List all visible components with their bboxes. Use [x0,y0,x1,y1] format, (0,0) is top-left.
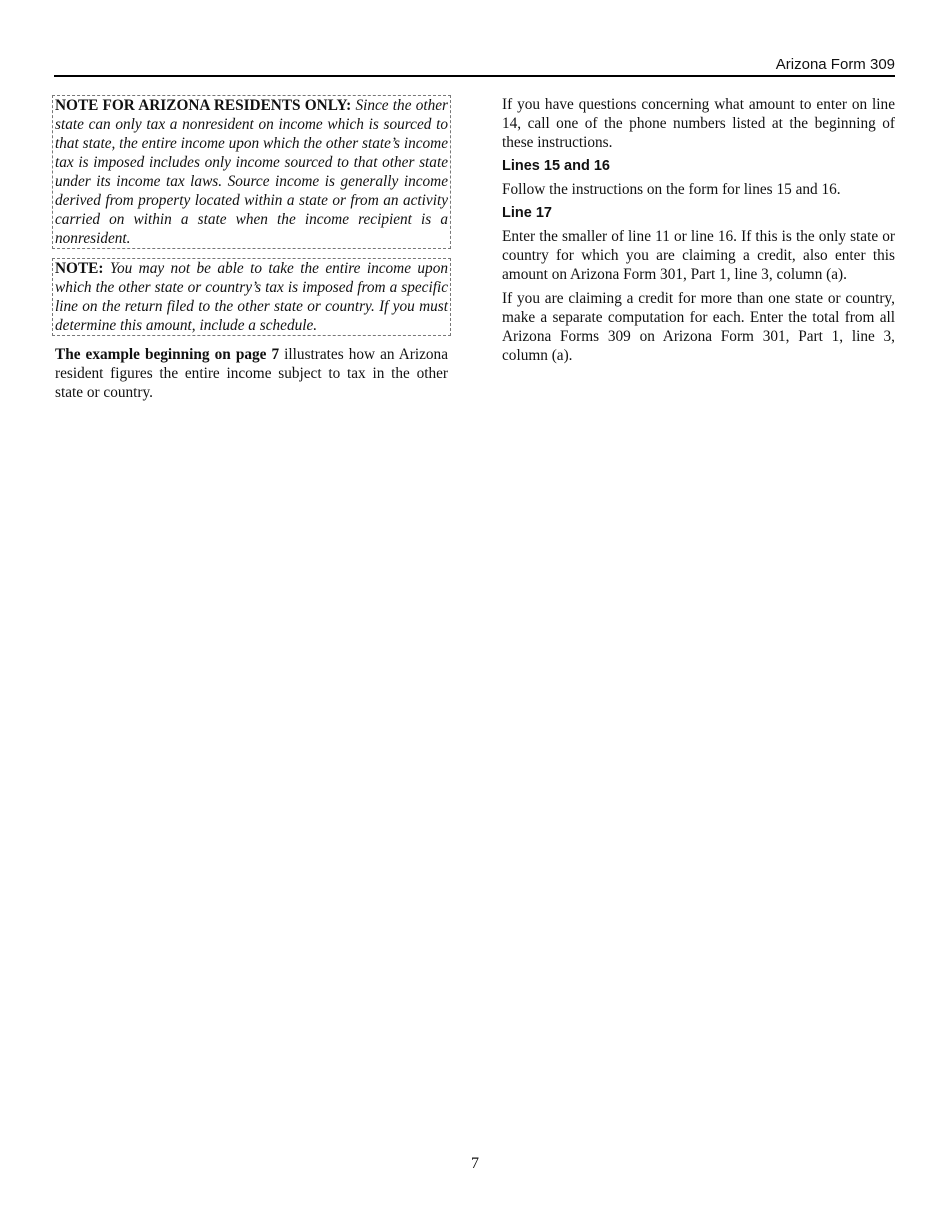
right-column [502,95,895,370]
note-label: NOTE: [55,260,104,277]
header-rule [54,75,895,77]
example-bold: The example beginning on page 7 [55,346,280,363]
note-label: NOTE FOR ARIZONA RESIDENTS ONLY: [55,97,352,114]
note-arizona-residents [52,95,451,249]
example-paragraph [55,345,448,402]
example-text: illustrates how an Arizona resident figures the entire income subject to tax in the other state or country. [55,346,448,401]
lines-15-16-paragraph: Follow the instructions on the form for lines 15 and 16. [502,181,841,198]
heading-lines-15-16: Lines 15 and 16 [502,158,610,174]
form-title-header: Arizona Form 309 [775,56,895,73]
page-number: 7 [471,1155,479,1172]
note-text: Since the other state can only tax a nonresident on income which is sourced to that state, the entire income upon which the other state’s income tax is imposed includes only income sourced to that other state under its income tax laws. Source income is generally income derived from property located within a state or from an activity carried on within a state when the income recipient is a nonresident. [55,97,448,247]
note-text: You may not be able to take the entire income upon which the other state or country’s tax is imposed from a specific line on the return filed to the other state or country. If you must determine this amount, include a schedule. [55,260,449,334]
line17-paragraph: Enter the smaller of line 11 or line 16. If this is the only state or country for which you are claiming a credit, also enter this amount on Arizona Form 301, Part 1, line 3, column (a). [502,228,895,283]
heading-line-17: Line 17 [502,205,552,221]
multiple-states-paragraph: If you are claiming a credit for more than one state or country, make a separate computation for each. Enter the total from all Arizona Forms 309 on Arizona Form 301, Part 1, line 3, column (a). [502,290,895,364]
left-column [55,95,448,407]
note-schedule [52,258,451,336]
line14-paragraph: If you have questions concerning what amount to enter on line 14, call one of the phone numbers listed at the beginning of these instructions. [502,96,895,151]
